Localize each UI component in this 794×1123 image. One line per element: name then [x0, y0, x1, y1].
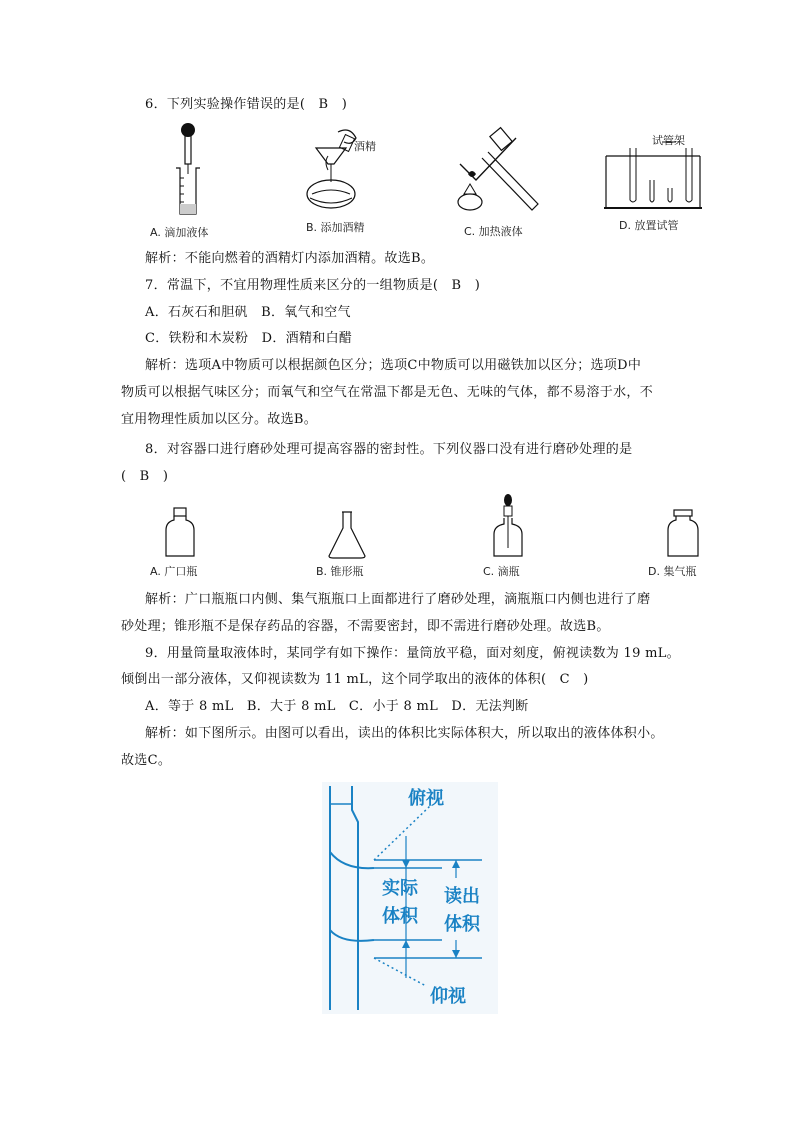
wide-mouth-bottle-icon [162, 508, 198, 558]
q7-analysis-2: 物质可以根据气味区分；而氧气和空气在常温下都是无色、无味的气体，都不易溶于水，不 [121, 385, 654, 400]
actual-volume-label-2: 体积 [382, 906, 418, 927]
q9-options: A．等于 8 mL B．大于 8 mL C．小于 8 mL D．无法判断 [145, 699, 529, 714]
heating-figure [450, 124, 550, 224]
q6-stem: 6．下列实验操作错误的是( B ) [145, 97, 348, 112]
q7-options-1: A．石灰石和胆矾 B．氧气和空气 [145, 305, 351, 320]
actual-volume-label-1: 实际 [382, 878, 418, 899]
dropping-bottle-figure [490, 494, 526, 562]
bottom-view-label: 仰视 [430, 986, 466, 1007]
q8-stem-2: ( B ) [121, 469, 169, 484]
dropper-cylinder-icon [168, 122, 208, 218]
q7-stem: 7．常温下，不宜用物理性质来区分的一组物质是( B ) [145, 278, 481, 293]
q9-analysis-1: 解析：如下图所示。由图可以看出，读出的体积比实际体积大，所以取出的液体体积小。 [145, 726, 664, 741]
read-volume-label-1: 读出 [444, 886, 480, 907]
meniscus-diagram [322, 782, 498, 1018]
q8-analysis-2: 砂处理；锥形瓶不是保存药品的容器，不需要密封，即不需进行磨砂处理。故选B。 [121, 619, 610, 634]
q6-caption-b: B. 添加酒精 [306, 221, 365, 234]
q9-stem-2: 倾倒出一部分液体，又仰视读数为 11 mL，这个同学取出的液体的体积( C ) [121, 672, 589, 687]
q8-caption-d: D. 集气瓶 [648, 565, 697, 578]
q6-caption-c: C. 加热液体 [464, 225, 523, 238]
wide-mouth-bottle-figure [162, 508, 198, 562]
gas-jar-icon [666, 510, 700, 558]
q8-stem-1: 8．对容器口进行磨砂处理可提高容器的密封性。下列仪器口没有进行磨砂处理的是 [145, 442, 633, 457]
dropper-figure [168, 122, 208, 222]
q8-caption-b: B. 锥形瓶 [316, 565, 364, 578]
q8-caption-c: C. 滴瓶 [483, 565, 520, 578]
heating-tube-icon [450, 124, 550, 220]
meniscus-reading-diagram [322, 782, 498, 1014]
q6-analysis: 解析：不能向燃着的酒精灯内添加酒精。故选B。 [145, 251, 435, 266]
q8-caption-a: A. 广口瓶 [150, 565, 198, 578]
q9-analysis-2: 故选C。 [121, 753, 172, 768]
top-view-label: 俯视 [408, 788, 444, 809]
conical-flask-icon [327, 512, 367, 560]
read-volume-label-2: 体积 [444, 914, 480, 935]
q7-analysis-3: 宜用物理性质加以区分。故选B。 [121, 412, 318, 427]
conical-flask-figure [327, 512, 367, 564]
alcohol-lamp-figure [298, 126, 388, 216]
q7-options-2: C．铁粉和木炭粉 D．酒精和白醋 [145, 331, 353, 346]
rack-figure [604, 132, 704, 216]
q8-analysis-1: 解析：广口瓶瓶口内侧、集气瓶瓶口上面都进行了磨砂处理，滴瓶瓶口内侧也进行了磨 [145, 592, 651, 607]
dropping-bottle-icon [490, 494, 526, 558]
rack-label: 试管架 [652, 134, 685, 147]
q9-stem-1: 9．用量筒量取液体时，某同学有如下操作：量筒放平稳，面对刻度，俯视读数为 19 mL。 [145, 646, 680, 661]
alcohol-label: 酒精 [354, 140, 376, 153]
q6-caption-d: D. 放置试管 [619, 219, 679, 232]
gas-jar-figure [666, 510, 700, 562]
q7-analysis-1: 解析：选项A中物质可以根据颜色区分；选项C中物质可以用磁铁加以区分；选项D中 [145, 358, 642, 373]
q6-caption-a: A. 滴加液体 [150, 226, 209, 239]
